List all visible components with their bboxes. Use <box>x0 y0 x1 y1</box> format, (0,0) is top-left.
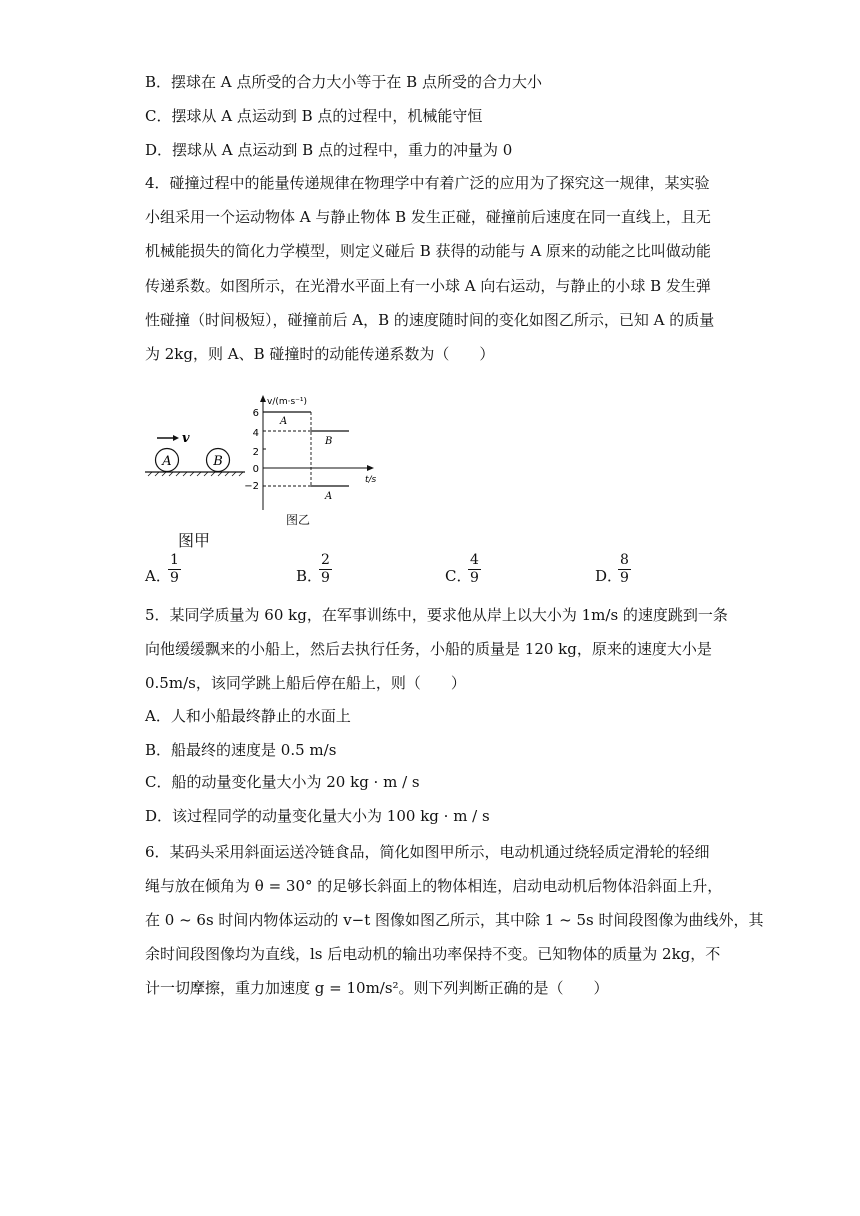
q5-option-a: A．人和小船最终静止的水面上 <box>145 707 351 725</box>
q4-option-c-fraction <box>468 552 481 587</box>
q5-option-d: D．该过程同学的动量变化量大小为 100 kg · m / s <box>145 807 490 825</box>
velocity-arrowhead <box>173 435 179 441</box>
q5-line-2: 向他缓缓飘来的小船上，然后去执行任务，小船的质量是 120 kg，原来的速度大小是 <box>145 640 712 658</box>
y-axis-arrowhead <box>260 395 266 402</box>
q6-line-3: 在 0 ~ 6s 时间内物体运动的 v−t 图像如图乙所示，其中除 1 ~ 5s 时间段图像为曲线外，其 <box>145 911 764 929</box>
q4-line-2: 小组采用一个运动物体 A 与静止物体 B 发生正碰，碰撞前后速度在同一直线上，且无 <box>145 208 711 226</box>
velocity-label: v <box>182 431 190 446</box>
x-axis-arrowhead <box>367 465 374 471</box>
ball-a-label: A <box>162 454 172 469</box>
q4-option-a-den: 9 <box>170 570 179 586</box>
q4-line-1: 4．碰撞过程中的能量传递规律在物理学中有着广泛的应用为了探究这一规律，某实验 <box>145 174 710 192</box>
ball-b-label: B <box>213 454 223 469</box>
tick-neg2: −2 <box>244 481 259 492</box>
label-a-bottom: A <box>325 491 333 502</box>
label-a-top: A <box>280 416 288 427</box>
q4-option-d-fraction <box>618 552 631 587</box>
q4-option-c-letter: C． <box>445 567 472 585</box>
q4-option-b-num: 2 <box>321 552 330 568</box>
y-axis-label: v/(m·s⁻¹) <box>267 397 308 407</box>
q5-line-1: 5．某同学质量为 60 kg，在军事训练中，要求他从岸上以大小为 1m/s 的速度跳到一条 <box>145 606 728 624</box>
q4-option-d-den: 9 <box>620 570 629 586</box>
q6-line-1: 6．某码头采用斜面运送冷链食品，简化如图甲所示，电动机通过绕轻质定滑轮的轻细 <box>145 843 710 861</box>
q5-line-3: 0.5m/s，该同学跳上船后停在船上，则（ ） <box>145 674 466 692</box>
q4-option-c-num: 4 <box>470 552 479 568</box>
q5-option-c: C．船的动量变化量大小为 20 kg · m / s <box>145 773 420 791</box>
q4-line-5: 性碰撞（时间极短），碰撞前后 A，B 的速度随时间的变化如图乙所示，已知 A 的质量 <box>145 311 715 329</box>
q4-option-c-den: 9 <box>470 570 479 586</box>
q4-option-d-letter: D． <box>595 567 623 585</box>
q4-option-b-letter: B． <box>296 567 323 585</box>
tick-6: 6 <box>252 408 259 419</box>
x-axis-label: t/s <box>365 475 377 485</box>
tick-0: 0 <box>252 464 259 475</box>
q5-option-b: B．船最终的速度是 0.5 m/s <box>145 741 337 759</box>
q4-option-b-fraction <box>319 552 332 587</box>
q6-line-4: 余时间段图像均为直线，ls 后电动机的输出功率保持不变。已知物体的质量为 2kg，不 <box>145 945 721 963</box>
q4-line-6: 为 2kg，则 A、B 碰撞时的动能传递系数为（ ） <box>145 345 495 363</box>
q6-line-2: 绳与放在倾角为 θ = 30° 的足够长斜面上的物体相连，启动电动机后物体沿斜面上升， <box>145 877 723 895</box>
q6-line-5: 计一切摩擦，重力加速度 g = 10m/s²。则下列判断正确的是（ ） <box>145 979 609 997</box>
q4-option-a-fraction <box>168 552 181 587</box>
q3-option-d: D．摆球从 A 点运动到 B 点的过程中，重力的冲量为 0 <box>145 141 513 159</box>
q4-option-b-den: 9 <box>321 570 330 586</box>
figure-b-caption: 图乙 <box>286 513 311 527</box>
label-b: B <box>325 436 333 447</box>
q4-line-4: 传递系数。如图所示，在光滑水平面上有一小球 A 向右运动，与静止的小球 B 发生弹 <box>145 277 711 295</box>
tick-2: 2 <box>252 447 259 458</box>
q3-option-c: C．摆球从 A 点运动到 B 点的过程中，机械能守恒 <box>145 107 483 125</box>
q4-line-3: 机械能损失的简化力学模型，则定义碰后 B 获得的动能与 A 原来的动能之比叫做动能 <box>145 242 711 260</box>
tick-4: 4 <box>252 428 259 439</box>
q4-option-d-num: 8 <box>620 552 629 568</box>
q3-option-b: B．摆球在 A 点所受的合力大小等于在 B 点所受的合力大小 <box>145 73 542 91</box>
q4-option-a-letter: A． <box>145 567 171 585</box>
figure-a-caption: 图甲 <box>178 531 211 550</box>
q4-option-a-num: 1 <box>170 552 179 568</box>
